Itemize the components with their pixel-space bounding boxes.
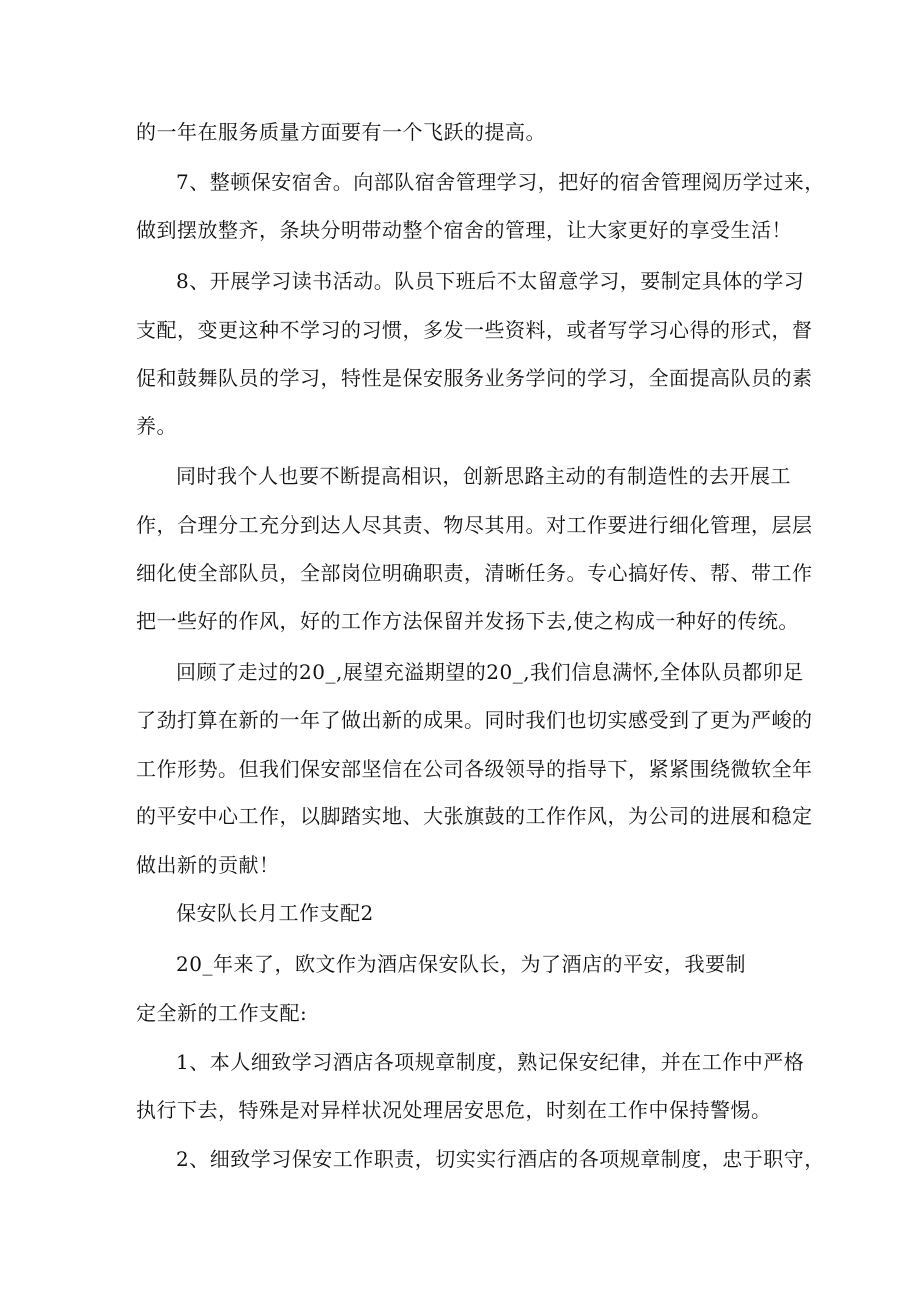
text-line: 支配，变更这种不学习的习惯，多发一些资料，或者写学习心得的形式，督 <box>136 318 813 342</box>
text-line: 1、本人细致学习酒店各项规章制度，熟记保安纪律，并在工作中严格 <box>176 1050 805 1074</box>
text-line: 同时我个人也要不断提高相识，创新思路主动的有制造性的去开展工 <box>176 464 791 488</box>
text-line: 把一些好的作风，好的工作方法保留并发扬下去,使之构成一种好的传统。 <box>136 609 799 633</box>
text-line: 2、细致学习保安工作职责，切实实行酒店的各项规章制度，忠于职守， <box>176 1147 825 1171</box>
text-line: 的平安中心工作，以脚踏实地、大张旗鼓的工作作风，为公司的进展和稳定 <box>136 804 813 828</box>
text-line: 作，合理分工充分到达人尽其责、物尽其用。对工作要进行细化管理，层层 <box>136 513 813 537</box>
text-line: 做出新的贡献！ <box>136 853 280 877</box>
text-line: 细化使全部队员，全部岗位明确职责，清晰任务。专心搞好传、帮、带工作 <box>136 561 813 585</box>
text-line: 8、开展学习读书活动。队员下班后不太留意学习，要制定具体的学习 <box>176 269 805 293</box>
text-line: 工作形势。但我们保安部坚信在公司各级领导的指导下，紧紧围绕微软全年 <box>136 757 813 781</box>
text-line: 了劲打算在新的一年了做出新的成果。同时我们也切实感受到了更为严峻的 <box>136 708 813 732</box>
text-line: 7、整顿保安宿舍。向部队宿舍管理学习，把好的宿舍管理阅历学过来， <box>176 170 825 194</box>
section-heading: 保安队长月工作支配2 <box>176 901 374 925</box>
text-line: 促和鼓舞队员的学习，特性是保安服务业务学问的学习，全面提高队员的素 <box>136 366 813 390</box>
text-line: 定全新的工作支配: <box>136 1001 308 1025</box>
text-line: 养。 <box>136 414 177 438</box>
text-line: 执行下去，特殊是对异样状况处理居安思危，时刻在工作中保持警惕。 <box>136 1098 772 1122</box>
text-line: 的一年在服务质量方面要有一个飞跃的提高。 <box>136 120 546 144</box>
text-line: 回顾了走过的20_,展望充溢期望的20_,我们信息满怀,全体队员都卯足 <box>176 660 804 684</box>
text-line: 20_年来了，欧文作为酒店保安队长，为了酒店的平安，我要制 <box>176 952 746 976</box>
text-line: 做到摆放整齐，条块分明带动整个宿舍的管理，让大家更好的享受生活！ <box>136 218 792 242</box>
